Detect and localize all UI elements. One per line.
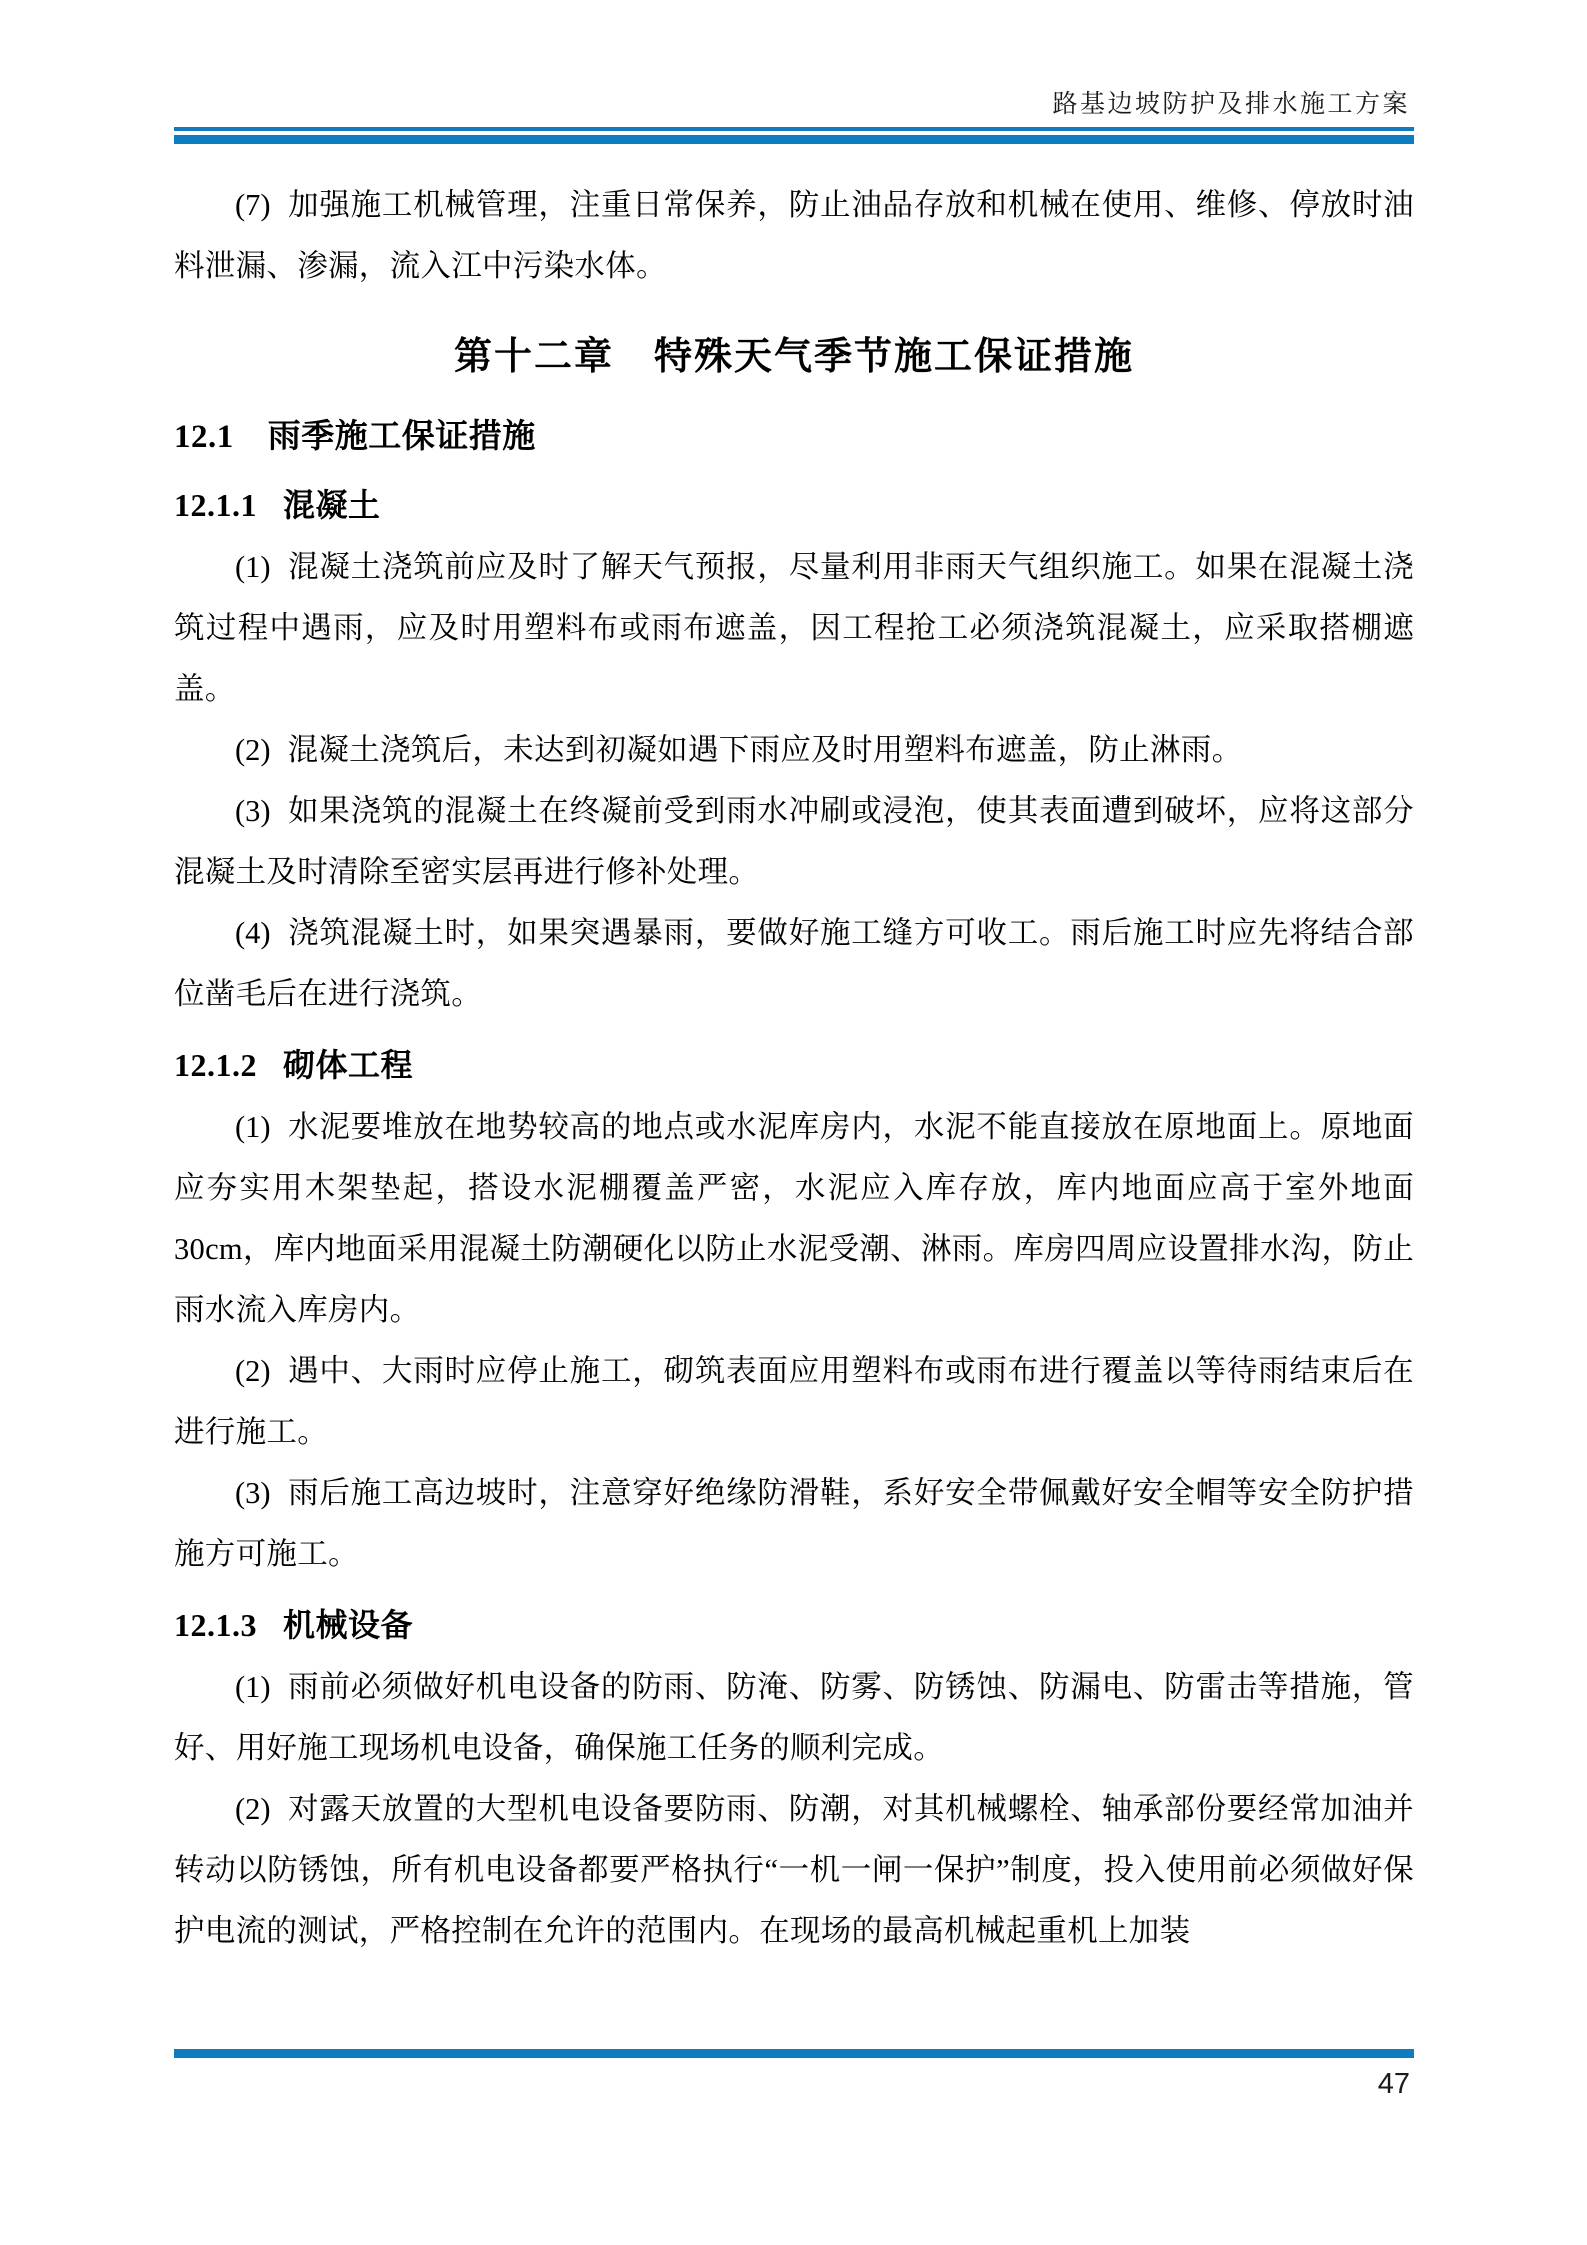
paragraph-text: 如果浇筑的混凝土在终凝前受到雨水冲刷或浸泡，使其表面遭到破坏，应将这部分混凝土及时清除至密实层再进行修补处理。 (174, 794, 1414, 889)
page-body (174, 175, 1414, 1962)
page-number: 47 (1377, 2068, 1410, 2100)
chapter-heading (174, 321, 1414, 393)
paragraph (174, 720, 1414, 781)
paragraph-text: 雨前必须做好机电设备的防雨、防淹、防雾、防锈蚀、防漏电、防雷击等措施，管好、用好施工现场机电设备，确保施工任务的顺利完成。 (174, 1670, 1414, 1765)
paragraph-number: (3) (235, 794, 271, 828)
paragraph (174, 537, 1414, 720)
paragraph-number: (1) (235, 550, 271, 584)
paragraph-text: 对露天放置的大型机电设备要防雨、防潮，对其机械螺栓、轴承部份要经常加油并转动以防锈蚀，所有机电设备都要严格执行“一机一闸一保护”制度，投入使用前必须做好保护电流的测试，严格控制在允许的范围内。在现场的最高机械起重机上加装 (174, 1792, 1414, 1948)
paragraph-number: (2) (235, 733, 271, 767)
paragraph-text: 遇中、大雨时应停止施工，砌筑表面应用塑料布或雨布进行覆盖以等待雨结束后在进行施工。 (174, 1354, 1414, 1449)
paragraph-number: (3) (235, 1476, 271, 1510)
paragraph (174, 175, 1414, 297)
header-title: 路基边坡防护及排水施工方案 (1052, 91, 1410, 118)
paragraph (174, 781, 1414, 903)
paragraph (174, 1341, 1414, 1463)
paragraph (174, 1463, 1414, 1585)
chapter-number: 第十二章 (453, 336, 614, 378)
paragraph (174, 1097, 1414, 1341)
subsection-heading (174, 1037, 1414, 1093)
subsection-title: 混凝土 (283, 487, 381, 523)
subsection-title: 砌体工程 (283, 1047, 414, 1083)
paragraph-text: 浇筑混凝土时，如果突遇暴雨，要做好施工缝方可收工。雨后施工时应先将结合部位凿毛后在进行浇筑。 (174, 916, 1414, 1011)
paragraph (174, 1779, 1414, 1962)
subsection-number: 12.1.1 (174, 487, 257, 523)
paragraph (174, 1657, 1414, 1779)
subsection-title: 机械设备 (283, 1607, 414, 1643)
subsection-number: 12.1.3 (174, 1607, 257, 1643)
paragraph-text: 混凝土浇筑后，未达到初凝如遇下雨应及时用塑料布遮盖，防止淋雨。 (287, 733, 1243, 767)
header-rule-thick (174, 135, 1414, 144)
paragraph-text: 雨后施工高边坡时，注意穿好绝缘防滑鞋，系好安全带佩戴好安全帽等安全防护措施方可施工。 (174, 1476, 1414, 1571)
header-rule-group (174, 127, 1414, 144)
paragraph-text: 水泥要堆放在地势较高的地点或水泥库房内，水泥不能直接放在原地面上。原地面应夯实用木架垫起，搭设水泥棚覆盖严密，水泥应入库存放，库内地面应高于室外地面 30cm，库内地面采用混凝土防潮硬化以防止水泥受潮、淋雨。库房四周应设置排水沟，防止雨水流入库房内。 (174, 1110, 1414, 1327)
page-footer (174, 2049, 1414, 2103)
section-title: 雨季施工保证措施 (267, 419, 536, 455)
subsection-heading (174, 1597, 1414, 1653)
paragraph-text: 加强施工机械管理，注重日常保养，防止油品存放和机械在使用、维修、停放时油料泄漏、渗漏，流入江中污染水体。 (174, 188, 1414, 283)
paragraph-number: (1) (235, 1110, 271, 1144)
section-number: 12.1 (174, 419, 234, 455)
paragraph-number: (2) (235, 1792, 271, 1826)
paragraph-text: 混凝土浇筑前应及时了解天气预报，尽量利用非雨天气组织施工。如果在混凝土浇筑过程中遇雨，应及时用塑料布或雨布遮盖，因工程抢工必须浇筑混凝土，应采取搭棚遮盖。 (174, 550, 1414, 706)
paragraph-number: (2) (235, 1354, 271, 1388)
footer-rule (174, 2049, 1414, 2058)
chapter-title: 特殊天气季节施工保证措施 (654, 336, 1135, 378)
paragraph (174, 903, 1414, 1025)
subsection-heading (174, 477, 1414, 533)
section-heading (174, 409, 1414, 465)
paragraph-number: (1) (235, 1670, 271, 1704)
page-header (174, 88, 1414, 144)
paragraph-number: (7) (235, 188, 271, 222)
subsection-number: 12.1.2 (174, 1047, 257, 1083)
paragraph-number: (4) (235, 916, 271, 950)
